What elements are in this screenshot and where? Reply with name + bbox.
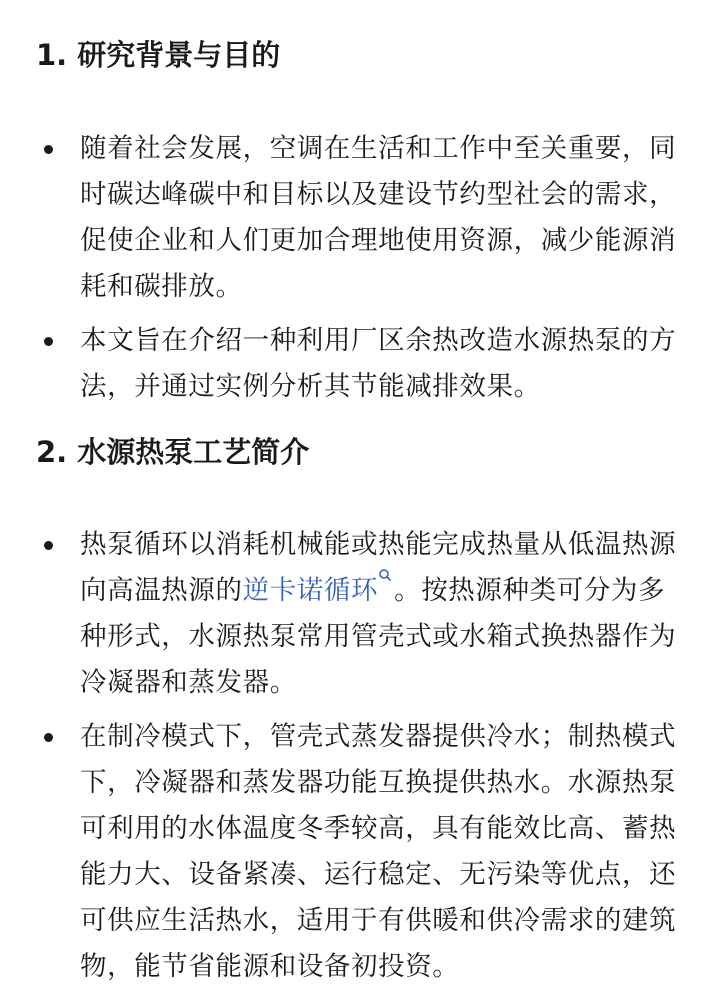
list-item-text: 本文旨在介绍一种利用厂区余热改造水源热泵的方法，并通过实例分析其节能减排效果。 (80, 325, 677, 402)
search-icon (378, 568, 392, 590)
list-item (0, 714, 720, 990)
list-item (0, 522, 720, 706)
link-text: 逆卡诺循环 (242, 575, 379, 606)
section-title-background: 1. 研究背景与目的 (36, 38, 281, 72)
list-item-text: 随着社会发展，空调在生活和工作中至关重要，同时碳达峰碳中和目标以及建设节约型社会的需求，促使企业和人们更加合理地使用资源，减少能源消耗和碳排放。 (80, 133, 677, 302)
bullet-dot (44, 733, 53, 742)
list-item (0, 318, 720, 410)
heat-pump-bullet-list (0, 522, 720, 990)
background-bullet-list (0, 126, 720, 410)
bullet-dot (44, 337, 53, 346)
list-item-text-before: 热泵循环以消耗机械能或热能完成热量从低温热源向高温热源的 (80, 529, 677, 606)
bullet-dot (44, 541, 53, 550)
reverse-carnot-cycle-link[interactable] (243, 575, 395, 606)
list-item (0, 126, 720, 310)
list-item-text-after: 。按热源种类可分为多种形式，水源热泵常用管壳式或水箱式换热器作为冷凝器和蒸发器。 (80, 575, 677, 698)
list-item-text: 在制冷模式下，管壳式蒸发器提供冷水；制热模式下，冷凝器和蒸发器功能互换提供热水。水源热泵可利用的水体温度冬季较高，具有能效比高、蓄热能力大、设备紧凑、运行稳定、无污染等优点，还可供应生活热水，适用于有供暖和供冷需求的建筑物，能节省能源和设备初投资。 (80, 721, 677, 982)
section-title-heat-pump: 2. 水源热泵工艺简介 (36, 435, 310, 469)
bullet-dot (44, 145, 53, 154)
